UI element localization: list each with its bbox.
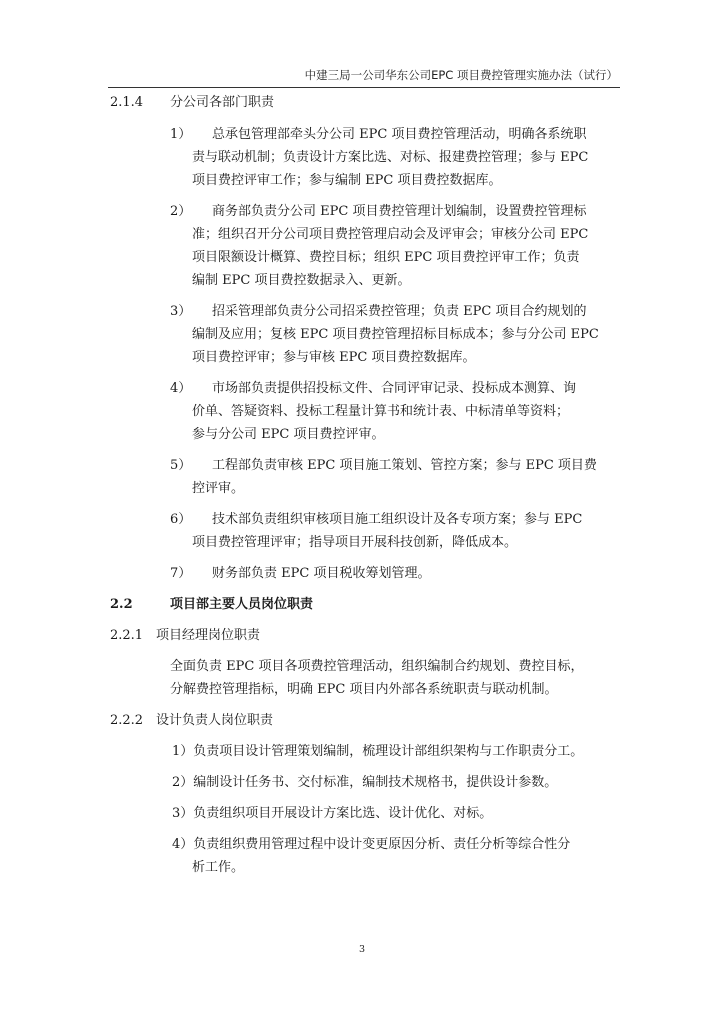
page-number: 3: [358, 944, 366, 955]
list-item-number: 3）: [170, 304, 192, 319]
list-item-number: 2）: [170, 204, 192, 219]
paragraph-line: 分解费控管理指标，明确 EPC 项目内外部各系统职责与联动机制。: [170, 682, 558, 697]
list-item-line: 总承包管理部牵头分公司 EPC 项目费控管理活动，明确各系统职: [212, 127, 587, 142]
running-header: 中建三局一公司华东公司EPC 项目费控管理实施办法（试行）: [304, 68, 618, 82]
list-item-line: 技术部负责组织审核项目施工组织设计及各专项方案；参与 EPC: [212, 512, 583, 527]
list-item-line: 商务部负责分公司 EPC 项目费控管理计划编制，设置费控管理标: [212, 204, 587, 219]
list-item-line: 析工作。: [192, 860, 245, 875]
list-item-line: 招采管理部负责分公司招采费控管理；负责 EPC 项目合约规划的: [212, 304, 587, 319]
list-item-line: 编制 EPC 项目费控数据录入、更新。: [192, 273, 411, 288]
list-item-number: 6）: [170, 512, 192, 527]
list-item-line: 3）负责组织项目开展设计方案比选、设计优化、对标。: [172, 806, 493, 821]
header-rule: [108, 87, 620, 88]
list-item-line: 2）编制设计任务书、交付标准，编制技术规格书，提供设计参数。: [172, 775, 558, 790]
section-title-2-1-4: 分公司各部门职责: [170, 95, 275, 110]
list-item-line: 编制及应用；复核 EPC 项目费控管理招标目标成本；参与分公司 EPC: [192, 327, 599, 342]
list-item-line: 项目费控评审工作；参与编制 EPC 项目费控数据库。: [192, 173, 502, 188]
section-number-2-2: 2.2: [110, 597, 133, 612]
section-number-2-2-1: 2.2.1: [110, 628, 144, 643]
section-title-2-2: 项目部主要人员岗位职责: [170, 597, 314, 612]
list-item-number: 1）: [170, 127, 192, 142]
list-item-line: 4）负责组织费用管理过程中设计变更原因分析、责任分析等综合性分: [172, 837, 571, 852]
section-title-2-2-1: 项目经理岗位职责: [156, 628, 261, 643]
list-item-line: 1）负责项目设计管理策划编制，梳理设计部组织架构与工作职责分工。: [172, 744, 584, 759]
list-item-line: 价单、答疑资料、投标工程量计算书和统计表、中标清单等资料；: [192, 404, 570, 419]
list-item-line: 项目限额设计概算、费控目标；组织 EPC 项目费控评审工作；负责: [192, 250, 580, 265]
list-item-line: 参与分公司 EPC 项目费控评审。: [192, 427, 385, 442]
section-title-2-2-2: 设计负责人岗位职责: [156, 713, 274, 728]
list-item-line: 财务部负责 EPC 项目税收筹划管理。: [212, 566, 431, 581]
section-number-2-2-2: 2.2.2: [110, 713, 144, 728]
list-item-line: 责与联动机制；负责设计方案比选、对标、报建费控管理；参与 EPC: [192, 150, 589, 165]
section-number-2-1-4: 2.1.4: [110, 95, 144, 110]
list-item-line: 控评审。: [192, 481, 245, 496]
list-item-number: 5）: [170, 458, 192, 473]
list-item-line: 准；组织召开分公司项目费控管理启动会及评审会；审核分公司 EPC: [192, 227, 589, 242]
list-item-line: 项目费控管理评审；指导项目开展科技创新，降低成本。: [192, 535, 518, 550]
list-item-number: 7）: [170, 566, 192, 581]
list-item-line: 工程部负责审核 EPC 项目施工策划、管控方案；参与 EPC 项目费: [212, 458, 597, 473]
list-item-line: 市场部负责提供招投标文件、合同评审记录、投标成本测算、询: [212, 381, 577, 396]
list-item-number: 4）: [170, 381, 192, 396]
paragraph-line: 全面负责 EPC 项目各项费控管理活动，组织编制合约规划、费控目标，: [170, 659, 584, 674]
list-item-line: 项目费控评审；参与审核 EPC 项目费控数据库。: [192, 350, 476, 365]
